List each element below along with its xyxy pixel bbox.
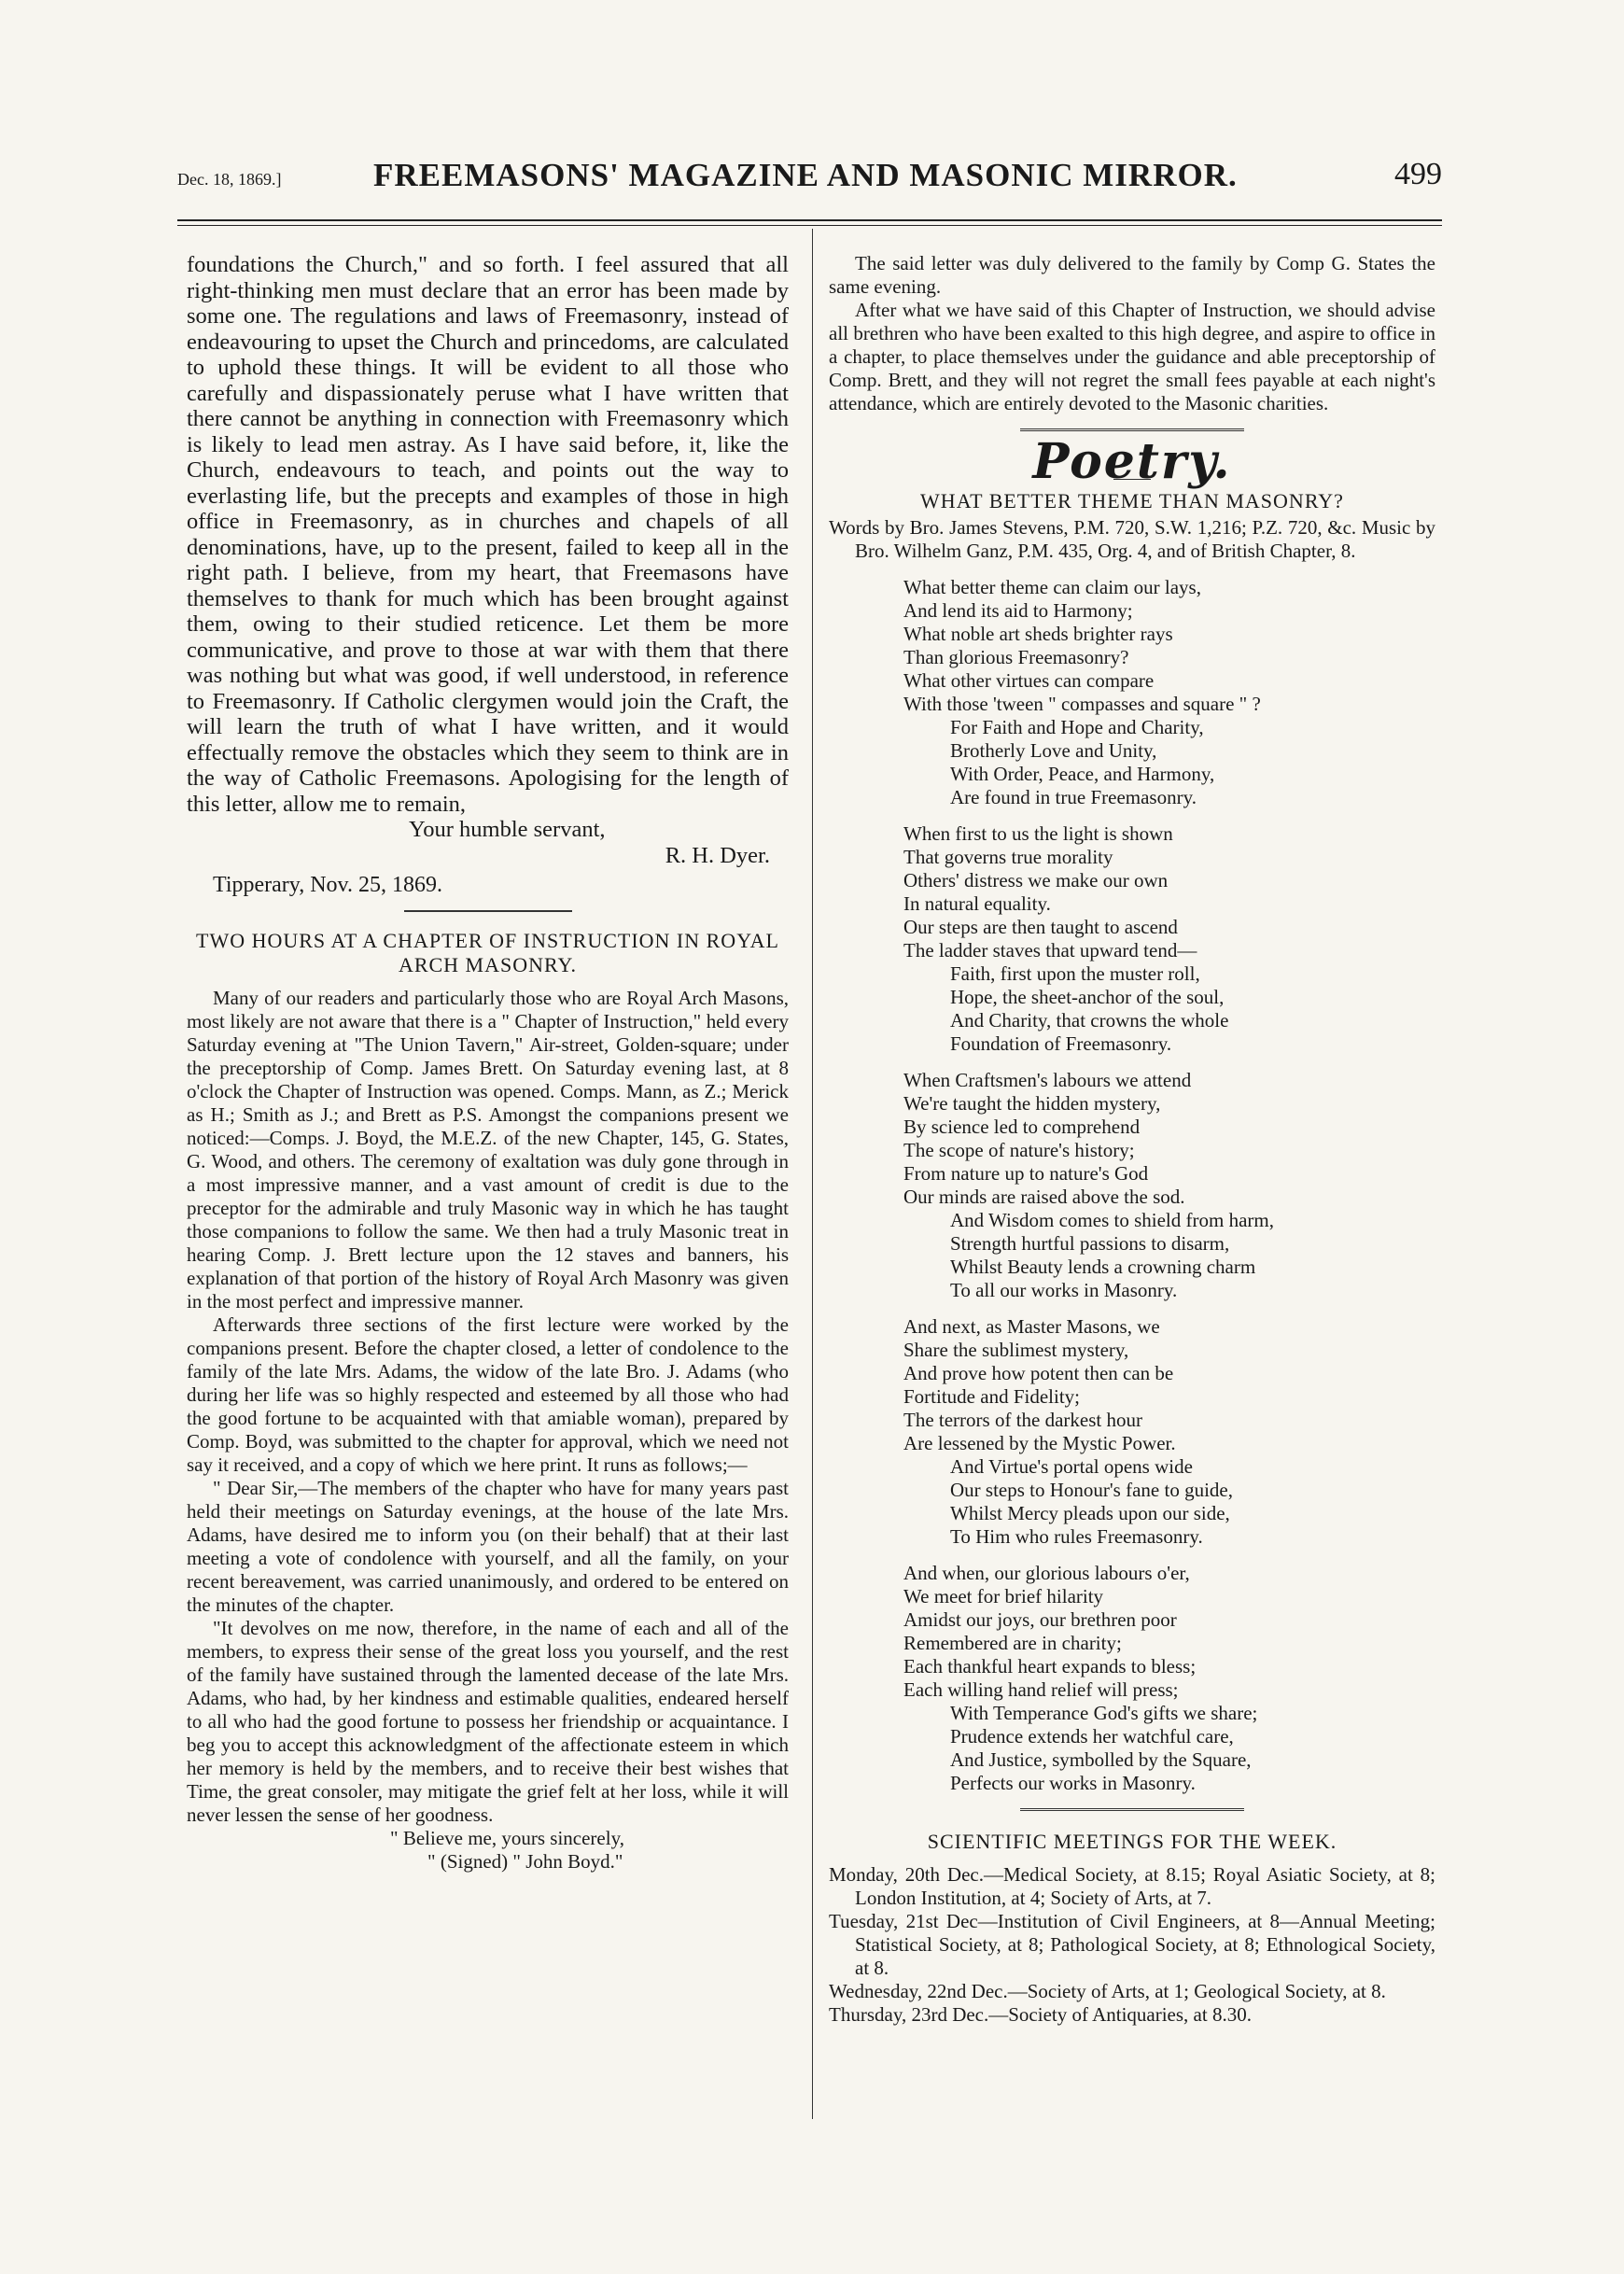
letter-closing: Your humble servant, (409, 817, 606, 842)
poem-refrain-line: Hope, the sheet-anchor of the soul, (950, 986, 1225, 1008)
letter-paragraph: foundations the Church," and so forth. I feel assured that all right-thinking men must declare that an error has been made by some one. The regulations and laws of Freemasonry, instead of endeavouring to upset the Church and princedoms, are calculated to uphold these things. It will be evident to all those who carefully and dispassionately peruse what I have written that there cannot be anything in connection with Freemasonry which is likely to lead men astray. As I have said before, it, like the Church, endeavours to teach, and points out the way to everlasting life, but the precepts and examples of those in high office in Freemasonry, as in churches and chapels of all denominations, have, up to the present, failed to keep all in the right path. I believe, from my heart, that Freemasons have themselves to thank for much which has been brought against them, owing to their studied reticence. Let them be more communicative, and prove to those at war with them that there was nothing but what was good, if well understood, in reference to Freemasonry. If Catholic clergymen would join the Craft, the will learn the truth of what I have written, and it would effectually remove the obstacles which they seem to think are in the way of Catholic Freemasons. Apologising for the length of this letter, allow me to remain, (187, 252, 789, 817)
article-paragraph: Afterwards three sections of the first lecture were worked by the companions present. Before the chapter closed, a letter of condolence to the family of the late Mrs. Adams, the widow of the late Bro. J. Adams (who during her life was so highly respected and esteemed by all those who had the good fortune to be acquainted with that amiable woman), prepared by Comp. Boyd, was submitted to the chapter for approval, which we need not say it received, and a copy of which we here print. It runs as follows;— (187, 1313, 789, 1476)
poem-line: Are lessened by the Mystic Power. (903, 1432, 1176, 1454)
poem-refrain-line: With Order, Peace, and Harmony, (950, 763, 1215, 785)
poem-line: We meet for brief hilarity (903, 1585, 1104, 1607)
poem-refrain-line: Faith, first upon the muster roll, (950, 962, 1200, 985)
poem-line: The ladder staves that upward tend— (903, 939, 1197, 962)
poem-refrain-line: Strength hurtful passions to disarm, (950, 1232, 1230, 1255)
right-column (829, 252, 1435, 2027)
poem-line: Remembered are in charity; (903, 1632, 1122, 1654)
article-heading: TWO HOURS AT A CHAPTER OF INSTRUCTION IN ROYAL ARCH MASONRY. (196, 929, 779, 976)
poem-line: Fortitude and Fidelity; (903, 1385, 1080, 1408)
section-rule (404, 910, 572, 912)
poem-refrain-line: And Virtue's portal opens wide (950, 1455, 1193, 1478)
poem-line: And prove how potent then can be (903, 1362, 1174, 1384)
poem-refrain-line: Foundation of Freemasonry. (950, 1032, 1172, 1055)
poem-credits: Words by Bro. James Stevens, P.M. 720, S.W. 1,216; P.Z. 720, &c. Music by Bro. Wilhelm Ganz, P.M. 435, Org. 4, and of British Chapter, 8. (829, 516, 1435, 562)
poem-line: When Craftsmen's labours we attend (903, 1069, 1192, 1091)
poem-line: With those 'tween " compasses and square " ? (903, 693, 1261, 715)
section-rule (1020, 1808, 1244, 1813)
poetry-heading: Poetry. (1032, 433, 1232, 490)
poem-line: The scope of nature's history; (903, 1139, 1135, 1161)
letter-signature: R. H. Dyer. (665, 842, 770, 868)
poem-line: We're taught the hidden mystery, (903, 1092, 1161, 1115)
left-column (187, 252, 789, 1874)
poem-line: Our steps are then taught to ascend (903, 916, 1178, 938)
page-header (177, 131, 1442, 193)
poem-stanza (903, 1315, 1435, 1549)
poem-line: And lend its aid to Harmony; (903, 599, 1133, 622)
poem-line: And next, as Master Masons, we (903, 1315, 1160, 1338)
poem-refrain-line: Whilst Beauty lends a crowning charm (950, 1256, 1256, 1278)
letter-quote-paragraph: "It devolves on me now, therefore, in the name of each and all of the members, to express their sense of the great loss you yourself, and the rest of the family have sustained through the lamented decease of the late Mrs. Adams, who had, by her kindness and estimable qualities, endeared herself to all who had the good fortune to possess her friendship or acquaintance. I beg you to accept this acknowledgment of the affectionate esteem in which her memory is held by the members, and to receive their best wishes that Time, the great consoler, may mitigate the grief felt at her loss, while it will never lessen the sense of her goodness. (187, 1617, 789, 1826)
poem-refrain-line: To all our works in Masonry. (950, 1279, 1178, 1301)
meeting-entry: Thursday, 23rd Dec.—Society of Antiquaries, at 8.30. (829, 2003, 1252, 2026)
poem-line: From nature up to nature's God (903, 1162, 1149, 1185)
poem-refrain-line: And Charity, that crowns the whole (950, 1009, 1229, 1032)
article-paragraph: Many of our readers and particularly those who are Royal Arch Masons, most likely are not aware that there is a " Chapter of Instruction," held every Saturday evening at "The Union Tavern," Air-street, Golden-square; under the preceptorship of Comp. James Brett. On Saturday evening last, at 8 o'clock the Chapter of Instruction was opened. Comps. Mann, as Z.; Merick as H.; Smith as J.; and Brett as P.S. Amongst the companions present we noticed:—Comps. J. Boyd, the M.E.Z. of the new Chapter, 145, G. States, G. Wood, and others. The ceremony of exaltation was duly gone through in a most impressive manner, and a vast amount of credit is due to the preceptor for the admirable and truly Masonic way in which he has taught those companions to follow the same. We then had a truly Masonic treat in hearing Comp. J. Brett lecture upon the 12 staves and banners, his explanation of that portion of the history of Royal Arch Masonry was given in the most perfect and impressive manner. (187, 987, 789, 1312)
page-number: 499 (1394, 157, 1442, 191)
issue-date: Dec. 18, 1869.] (177, 170, 282, 189)
poem-refrain-line: Prudence extends her watchful care, (950, 1725, 1234, 1748)
magazine-title: FREEMASONS' MAGAZINE AND MASONIC MIRROR. (373, 157, 1238, 193)
poem-refrain-line: For Faith and Hope and Charity, (950, 716, 1204, 738)
poem-stanza (903, 822, 1435, 1056)
poem-refrain-line: Whilst Mercy pleads upon our side, (950, 1502, 1230, 1524)
poem-line: What better theme can claim our lays, (903, 576, 1201, 598)
poem-line: When first to us the light is shown (903, 822, 1173, 845)
quote-signed: " (Signed) " John Boyd." (427, 1850, 623, 1873)
poem-line: What noble art sheds brighter rays (903, 623, 1173, 645)
letter-quote-paragraph: " Dear Sir,—The members of the chapter who have for many years past held their meetings on Saturday evenings, at the house of the late Mrs. Adams, have desired me to inform you (on their behalf) that at their last meeting a vote of condolence with yourself, and all the family, on your recent bereavement, was carried unanimously, and ordered to be entered on the minutes of the chapter. (187, 1477, 789, 1616)
poem-line: Than glorious Freemasonry? (903, 646, 1129, 668)
poem-line: Amidst our joys, our brethren poor (903, 1608, 1177, 1631)
poem-refrain-line: With Temperance God's gifts we share; (950, 1702, 1258, 1724)
poem-line: Others' distress we make our own (903, 869, 1169, 891)
poem-refrain-line: Perfects our works in Masonry. (950, 1772, 1196, 1794)
poem-line: Each willing hand relief will press; (903, 1678, 1179, 1701)
letter-place-date: Tipperary, Nov. 25, 1869. (213, 873, 442, 897)
poem-refrain-line: And Wisdom comes to shield from harm, (950, 1209, 1274, 1231)
poem-line: Share the sublimest mystery, (903, 1339, 1129, 1361)
poem-line: And when, our glorious labours o'er, (903, 1562, 1190, 1584)
poem-line: That governs true morality (903, 846, 1113, 868)
poem-stanza (903, 1562, 1435, 1795)
meeting-entry: Tuesday, 21st Dec—Institution of Civil Engineers, at 8—Annual Meeting; Statistical Society, at 8; Pathological Society, at 8; Ethnological Society, at 8. (829, 1910, 1435, 1979)
poem-line: The terrors of the darkest hour (903, 1409, 1142, 1431)
meetings-heading: SCIENTIFIC MEETINGS FOR THE WEEK. (927, 1830, 1337, 1853)
article-paragraph: The said letter was duly delivered to the family by Comp G. States the same evening. (829, 252, 1435, 298)
poem-refrain-line: And Justice, symbolled by the Square, (950, 1748, 1252, 1771)
poem-title: WHAT BETTER THEME THAN MASONRY? (920, 489, 1344, 512)
article-paragraph: After what we have said of this Chapter of Instruction, we should advise all brethren who have been exalted to this high degree, and aspire to office in a chapter, to place themselves under the guidance and able preceptorship of Comp. Brett, and they will not regret the small fees payable at each night's attendance, which are entirely devoted to the Masonic charities. (829, 299, 1435, 414)
poem-line: Our minds are raised above the sod. (903, 1186, 1185, 1208)
poem-stanza (903, 576, 1435, 809)
poem-stanza (903, 1069, 1435, 1302)
poem-refrain-line: To Him who rules Freemasonry. (950, 1525, 1203, 1548)
poem-line: What other virtues can compare (903, 669, 1155, 692)
poem-refrain-line: Brotherly Love and Unity, (950, 739, 1157, 762)
meeting-entry: Wednesday, 22nd Dec.—Society of Arts, at 1; Geological Society, at 8. (829, 1980, 1386, 2002)
poem-line: In natural equality. (903, 892, 1051, 915)
quote-closing: " Believe me, yours sincerely, (390, 1827, 624, 1849)
poem-line: Each thankful heart expands to bless; (903, 1655, 1197, 1677)
poem-refrain-line: Are found in true Freemasonry. (950, 786, 1197, 808)
meeting-entry: Monday, 20th Dec.—Medical Society, at 8.15; Royal Asiatic Society, at 8; London Institution, at 4; Society of Arts, at 7. (829, 1863, 1435, 1909)
header-rule (177, 219, 1442, 226)
column-divider (812, 229, 813, 2119)
poem-line: By science led to comprehend (903, 1116, 1141, 1138)
poem-refrain-line: Our steps to Honour's fane to guide, (950, 1479, 1233, 1501)
